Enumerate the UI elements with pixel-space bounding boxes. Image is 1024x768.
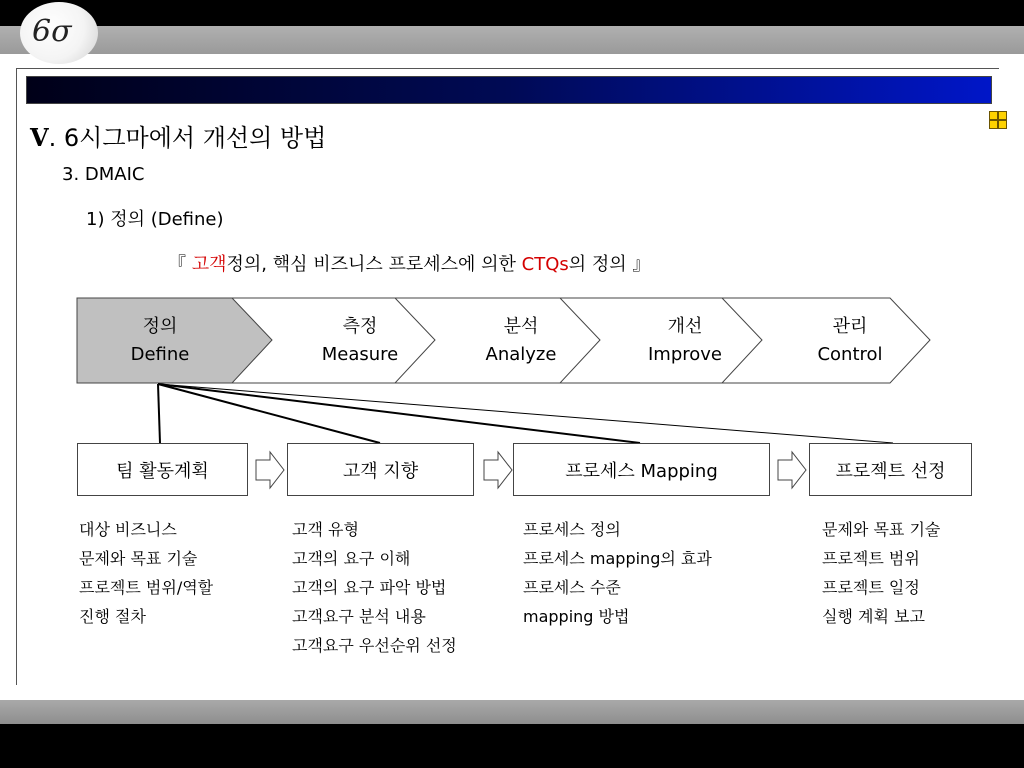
list-item: 고객 유형 [292,520,359,539]
step-label-ko: 개선 [667,316,703,337]
list-item: 대상 비즈니스 [79,520,177,539]
step-label-en: Measure [321,344,399,365]
title-numeral: Ⅴ [30,123,49,152]
connector-line-3 [158,384,640,443]
list-item: 고객의 요구 이해 [292,549,411,568]
define-list-2 [292,515,457,660]
define-list-1 [79,515,213,631]
subsection-heading: 1) 정의 (Define) [86,209,224,230]
list-item: 고객요구 분석 내용 [292,607,426,626]
step-label-en: Control [817,344,883,365]
step-improve [620,313,750,369]
list-item: 고객요구 우선순위 선정 [292,636,457,655]
step-label-ko: 측정 [342,316,378,337]
connector-lines [158,384,893,443]
flow-arrow-2 [484,452,512,488]
list-item: 프로세스 정의 [523,520,621,539]
define-list-3 [523,515,712,631]
define-box-4: 프로젝트 선정 [809,443,972,496]
step-label-ko: 분석 [503,316,539,337]
step-label-en: Define [130,344,190,365]
list-item: 프로세스 수준 [523,578,621,597]
list-item: 고객의 요구 파악 방법 [292,578,447,597]
quote-end: 의 정의 』 [568,254,651,275]
define-box-2: 고객 지향 [287,443,474,496]
step-control [785,313,915,369]
define-box-3: 프로세스 Mapping [513,443,770,496]
step-label-en: Improve [647,344,722,365]
step-label-ko: 정의 [142,316,178,337]
list-item: mapping 방법 [523,607,630,626]
define-box-1: 팀 활동계획 [77,443,248,496]
list-item: 프로젝트 범위 [822,549,920,568]
connector-line-1 [158,384,160,443]
section-heading: 3. DMAIC [62,164,145,185]
flow-arrow-1 [256,452,284,488]
list-item: 문제와 목표 기술 [79,549,198,568]
title-text: . 6시그마에서 개선의 방법 [48,124,327,152]
step-analyze [456,313,586,369]
list-item: 프로젝트 일정 [822,578,920,597]
list-item: 실행 계획 보고 [822,607,925,626]
quote-middle: 정의, 핵심 비즈니스 프로세스에 의한 [226,254,522,275]
list-item: 문제와 목표 기술 [822,520,941,539]
list-item: 프로세스 mapping의 효과 [523,549,712,568]
flow-arrow-3 [778,452,806,488]
step-define [95,313,225,369]
step-measure [295,313,425,369]
define-list-4 [822,515,940,631]
step-label-en: Analyze [485,344,557,365]
list-item: 진행 절차 [79,607,146,626]
quote-highlight-customer: 고객 [191,254,227,275]
step-label-ko: 관리 [832,316,868,337]
logo-text: 6σ [32,14,72,49]
list-item: 프로젝트 범위/역할 [79,578,214,597]
quote-highlight-ctqs: CTQs [521,254,569,275]
quote-open: 『 [168,254,192,275]
